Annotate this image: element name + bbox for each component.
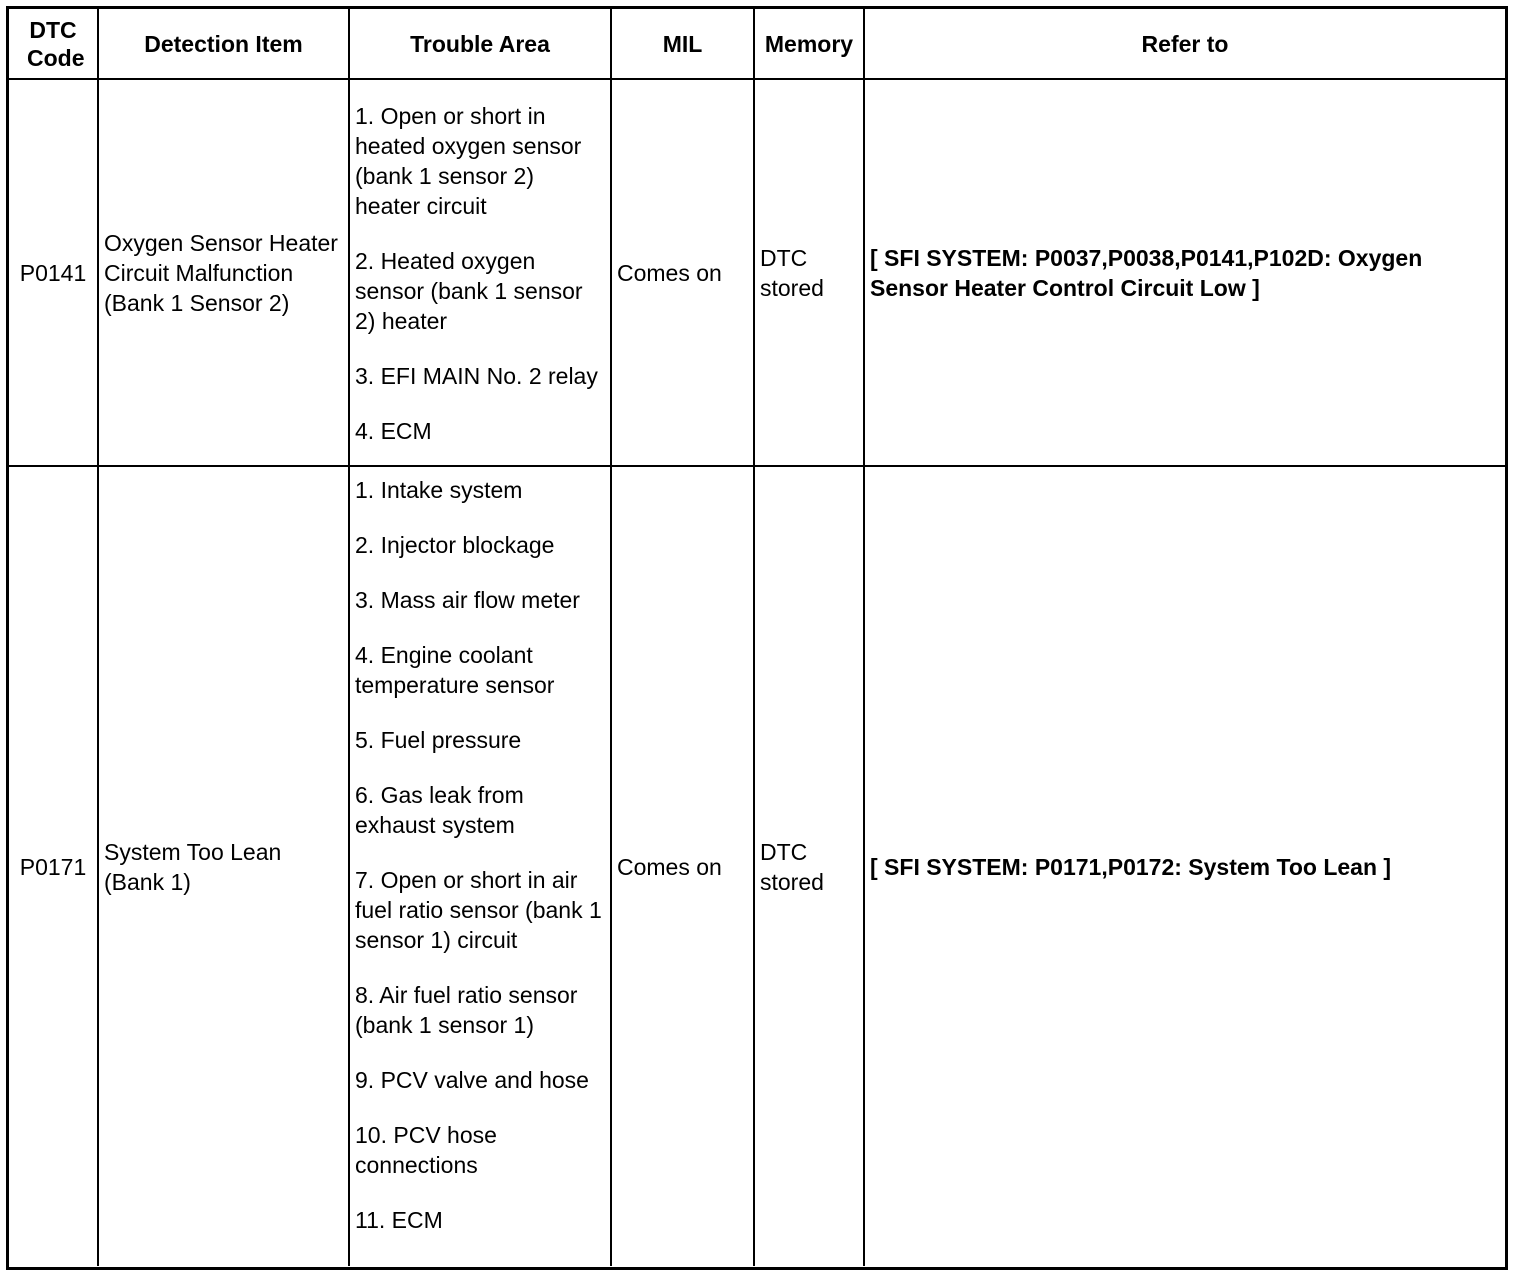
trouble-area-item: 2. Heated oxygen sensor (bank 1 sensor 2) heater [355,248,583,334]
trouble-area-item: 4. ECM [355,418,432,444]
trouble-area-item: 11. ECM [355,1207,443,1233]
header-memory: Memory [754,9,864,79]
detection-item-cell: System Too Lean (Bank 1) [98,466,349,1266]
mil-cell: Comes on [611,466,754,1266]
dtc-code-cell: P0141 [9,79,98,466]
trouble-area-item: 10. PCV hose connections [355,1122,497,1178]
trouble-area-item: 3. Mass air flow meter [355,587,580,613]
table-row [9,79,1505,466]
header-detection-item: Detection Item [98,9,349,79]
refer-to-link[interactable]: [ SFI SYSTEM: P0037,P0038,P0141,P102D: Oxygen Sensor Heater Control Circuit Low ] [864,79,1505,466]
trouble-area-item: 1. Intake system [355,477,523,503]
trouble-area-item: 4. Engine coolant temperature sensor [355,642,555,698]
header-row [9,9,1505,79]
memory-cell: DTC stored [754,466,864,1266]
header-dtc-code: DTC Code [9,9,98,79]
trouble-area-item: 5. Fuel pressure [355,727,522,753]
dtc-code-cell: P0171 [9,466,98,1266]
trouble-area-item: 1. Open or short in heated oxygen sensor (bank 1 sensor 2) heater circuit [355,103,582,219]
dtc-table-frame [6,6,1508,1270]
header-refer-to: Refer to [864,9,1505,79]
trouble-area-item: 6. Gas leak from exhaust system [355,782,524,838]
trouble-area-item: 9. PCV valve and hose [355,1067,589,1093]
trouble-area-item: 3. EFI MAIN No. 2 relay [355,363,598,389]
refer-to-link[interactable]: [ SFI SYSTEM: P0171,P0172: System Too Lean ] [864,466,1505,1266]
header-mil: MIL [611,9,754,79]
dtc-table [9,9,1505,1266]
trouble-area-item: 7. Open or short in air fuel ratio sensor (bank 1 sensor 1) circuit [355,867,602,953]
table-row [9,466,1505,1266]
memory-cell: DTC stored [754,79,864,466]
trouble-area-cell [349,466,611,1266]
mil-cell: Comes on [611,79,754,466]
trouble-area-cell [349,79,611,466]
header-trouble-area: Trouble Area [349,9,611,79]
detection-item-cell: Oxygen Sensor Heater Circuit Malfunction (Bank 1 Sensor 2) [98,79,349,466]
trouble-area-item: 2. Injector blockage [355,532,555,558]
trouble-area-item: 8. Air fuel ratio sensor (bank 1 sensor 1) [355,982,578,1038]
